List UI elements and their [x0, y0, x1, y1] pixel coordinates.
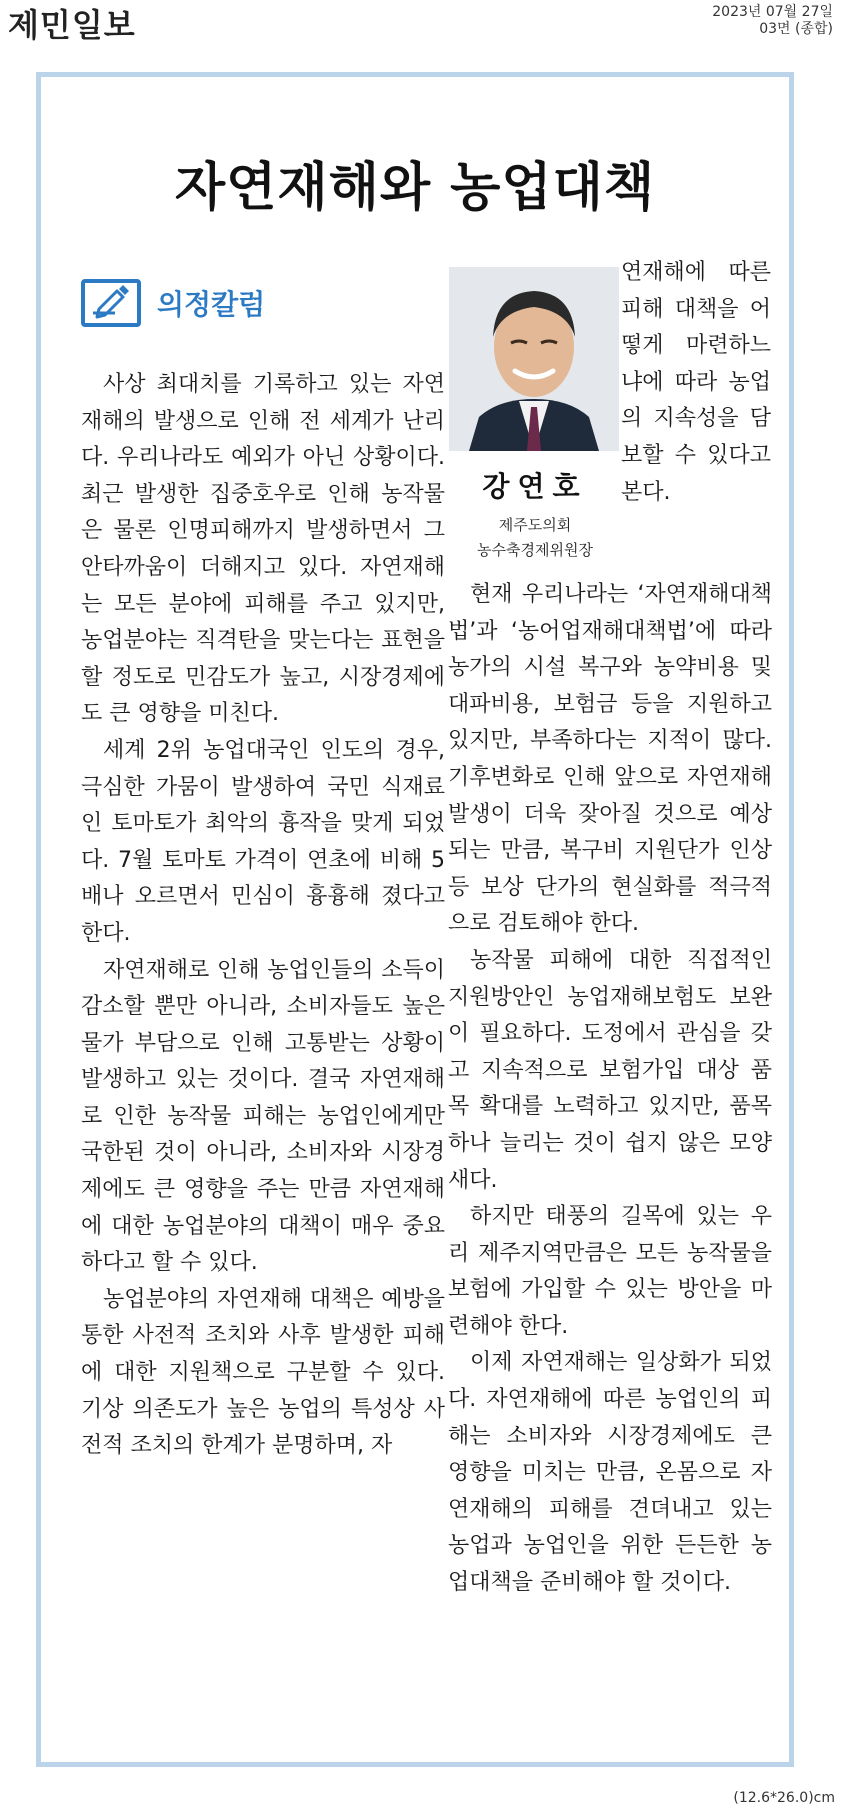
- paragraph: 농업분야의 자연재해 대책은 예방을 통한 사전적 조치와 사후 발생한 피해에 대한 지원책으로 구분할 수 있다. 기상 의존도가 높은 농업의 특성상 사전적 조치의 한계가 분명하며, 자: [81, 1286, 445, 1459]
- paragraph: 농작물 피해에 대한 직접적인 지원방안인 농업재해보험도 보완이 필요하다. 도정에서 관심을 갖고 지속적으로 보험가입 대상 품목 확대를 노력하고 있지만, 품목 하나 늘리는 것이 쉽지 않은 모양새다.: [448, 947, 772, 1193]
- newspaper-masthead: 제민일보: [8, 6, 136, 44]
- article-headline: 자연재해와 농업대책: [174, 158, 656, 218]
- column-label: [81, 273, 265, 333]
- issue-date: 2023년 07월 27일: [712, 4, 833, 20]
- issue-page: 03면 (종합): [759, 21, 833, 37]
- author-name: 강연호: [482, 470, 588, 503]
- paragraph: 자연재해로 인해 농업인들의 소득이 감소할 뿐만 아니라, 소비자들도 높은 물가 부담으로 인해 고통받는 상황이 발생하고 있는 것이다. 결국 자연재해로 인한 농작물 피해는 농업인에게만 국한된 것이 아니라, 소비자와 시장경제에도 큰 영향을 주는 만큼 자연재해에 대한 농업분야의 대책이 매우 중요하다고 할 수 있다.: [81, 957, 445, 1276]
- author-title: [449, 513, 621, 563]
- paragraph: 이제 자연재해는 일상화가 되었다. 자연재해에 따른 농업인의 피해는 소비자와 시장경제에도 큰 영향을 미치는 만큼, 온몸으로 자연재해의 피해를 견뎌내고 있는 농업과 농업인을 위한 든든한 농업대책을 준비해야 할 것이다.: [448, 1350, 772, 1596]
- paragraph-continued: 연재해에 따른 피해 대책을 어떻게 마련하느냐에 따라 농업의 지속성을 담보할 수 있다고 본다.: [621, 260, 771, 505]
- article-body-left: [81, 367, 445, 1465]
- article-frame: [36, 72, 794, 1767]
- author-title-line1: 제주도의회: [498, 516, 572, 534]
- article-body-right: [448, 577, 772, 1602]
- issue-info: [712, 4, 833, 38]
- paragraph: 사상 최대치를 기록하고 있는 자연재해의 발생으로 인해 전 세계가 난리다. 우리나라도 예외가 아닌 상황이다. 최근 발생한 집중호우로 인해 농작물은 물론 인명피해까지 발생하면서 그 안타까움이 더해지고 있다. 자연재해는 모든 분야에 피해를 주고 있지만, 농업분야는 직격탄을 맞는다는 표현을 할 정도로 민감도가 높고, 시장경제에도 큰 영향을 미친다.: [81, 372, 445, 727]
- article-body-right-top: [621, 255, 771, 511]
- pen-note-icon: [81, 279, 141, 327]
- paragraph: 세계 2위 농업대국인 인도의 경우, 극심한 가뭄이 발생하여 국민 식재료인 토마토가 최악의 흉작을 맞게 되었다. 7월 토마토 가격이 연초에 비해 5배나 오르면서 민심이 흉흉해 졌다고 한다.: [81, 737, 445, 946]
- author-byline: [449, 267, 621, 563]
- author-title-line2: 농수축경제위원장: [477, 541, 593, 559]
- paragraph: 현재 우리나라는 ‘자연재해대책법’과 ‘농어업재해대책법’에 따라 농가의 시설 복구와 농약비용 및 대파비용, 보험금 등을 지원하고 있지만, 부족하다는 지적이 많다. 기후변화로 인해 앞으로 자연재해 발생이 더욱 잦아질 것으로 예상되는 만큼, 복구비 지원단가 인상 등 보상 단가의 현실화를 적극적으로 검토해야 한다.: [448, 582, 772, 937]
- column-label-text: 의정칼럼: [157, 288, 266, 321]
- paragraph: 하지만 태풍의 길목에 있는 우리 제주지역만큼은 모든 농작물을 보험에 가입할 수 있는 방안을 마련해야 한다.: [448, 1204, 772, 1339]
- author-photo: [449, 267, 619, 451]
- article-size-note: (12.6*26.0)cm: [733, 1790, 835, 1806]
